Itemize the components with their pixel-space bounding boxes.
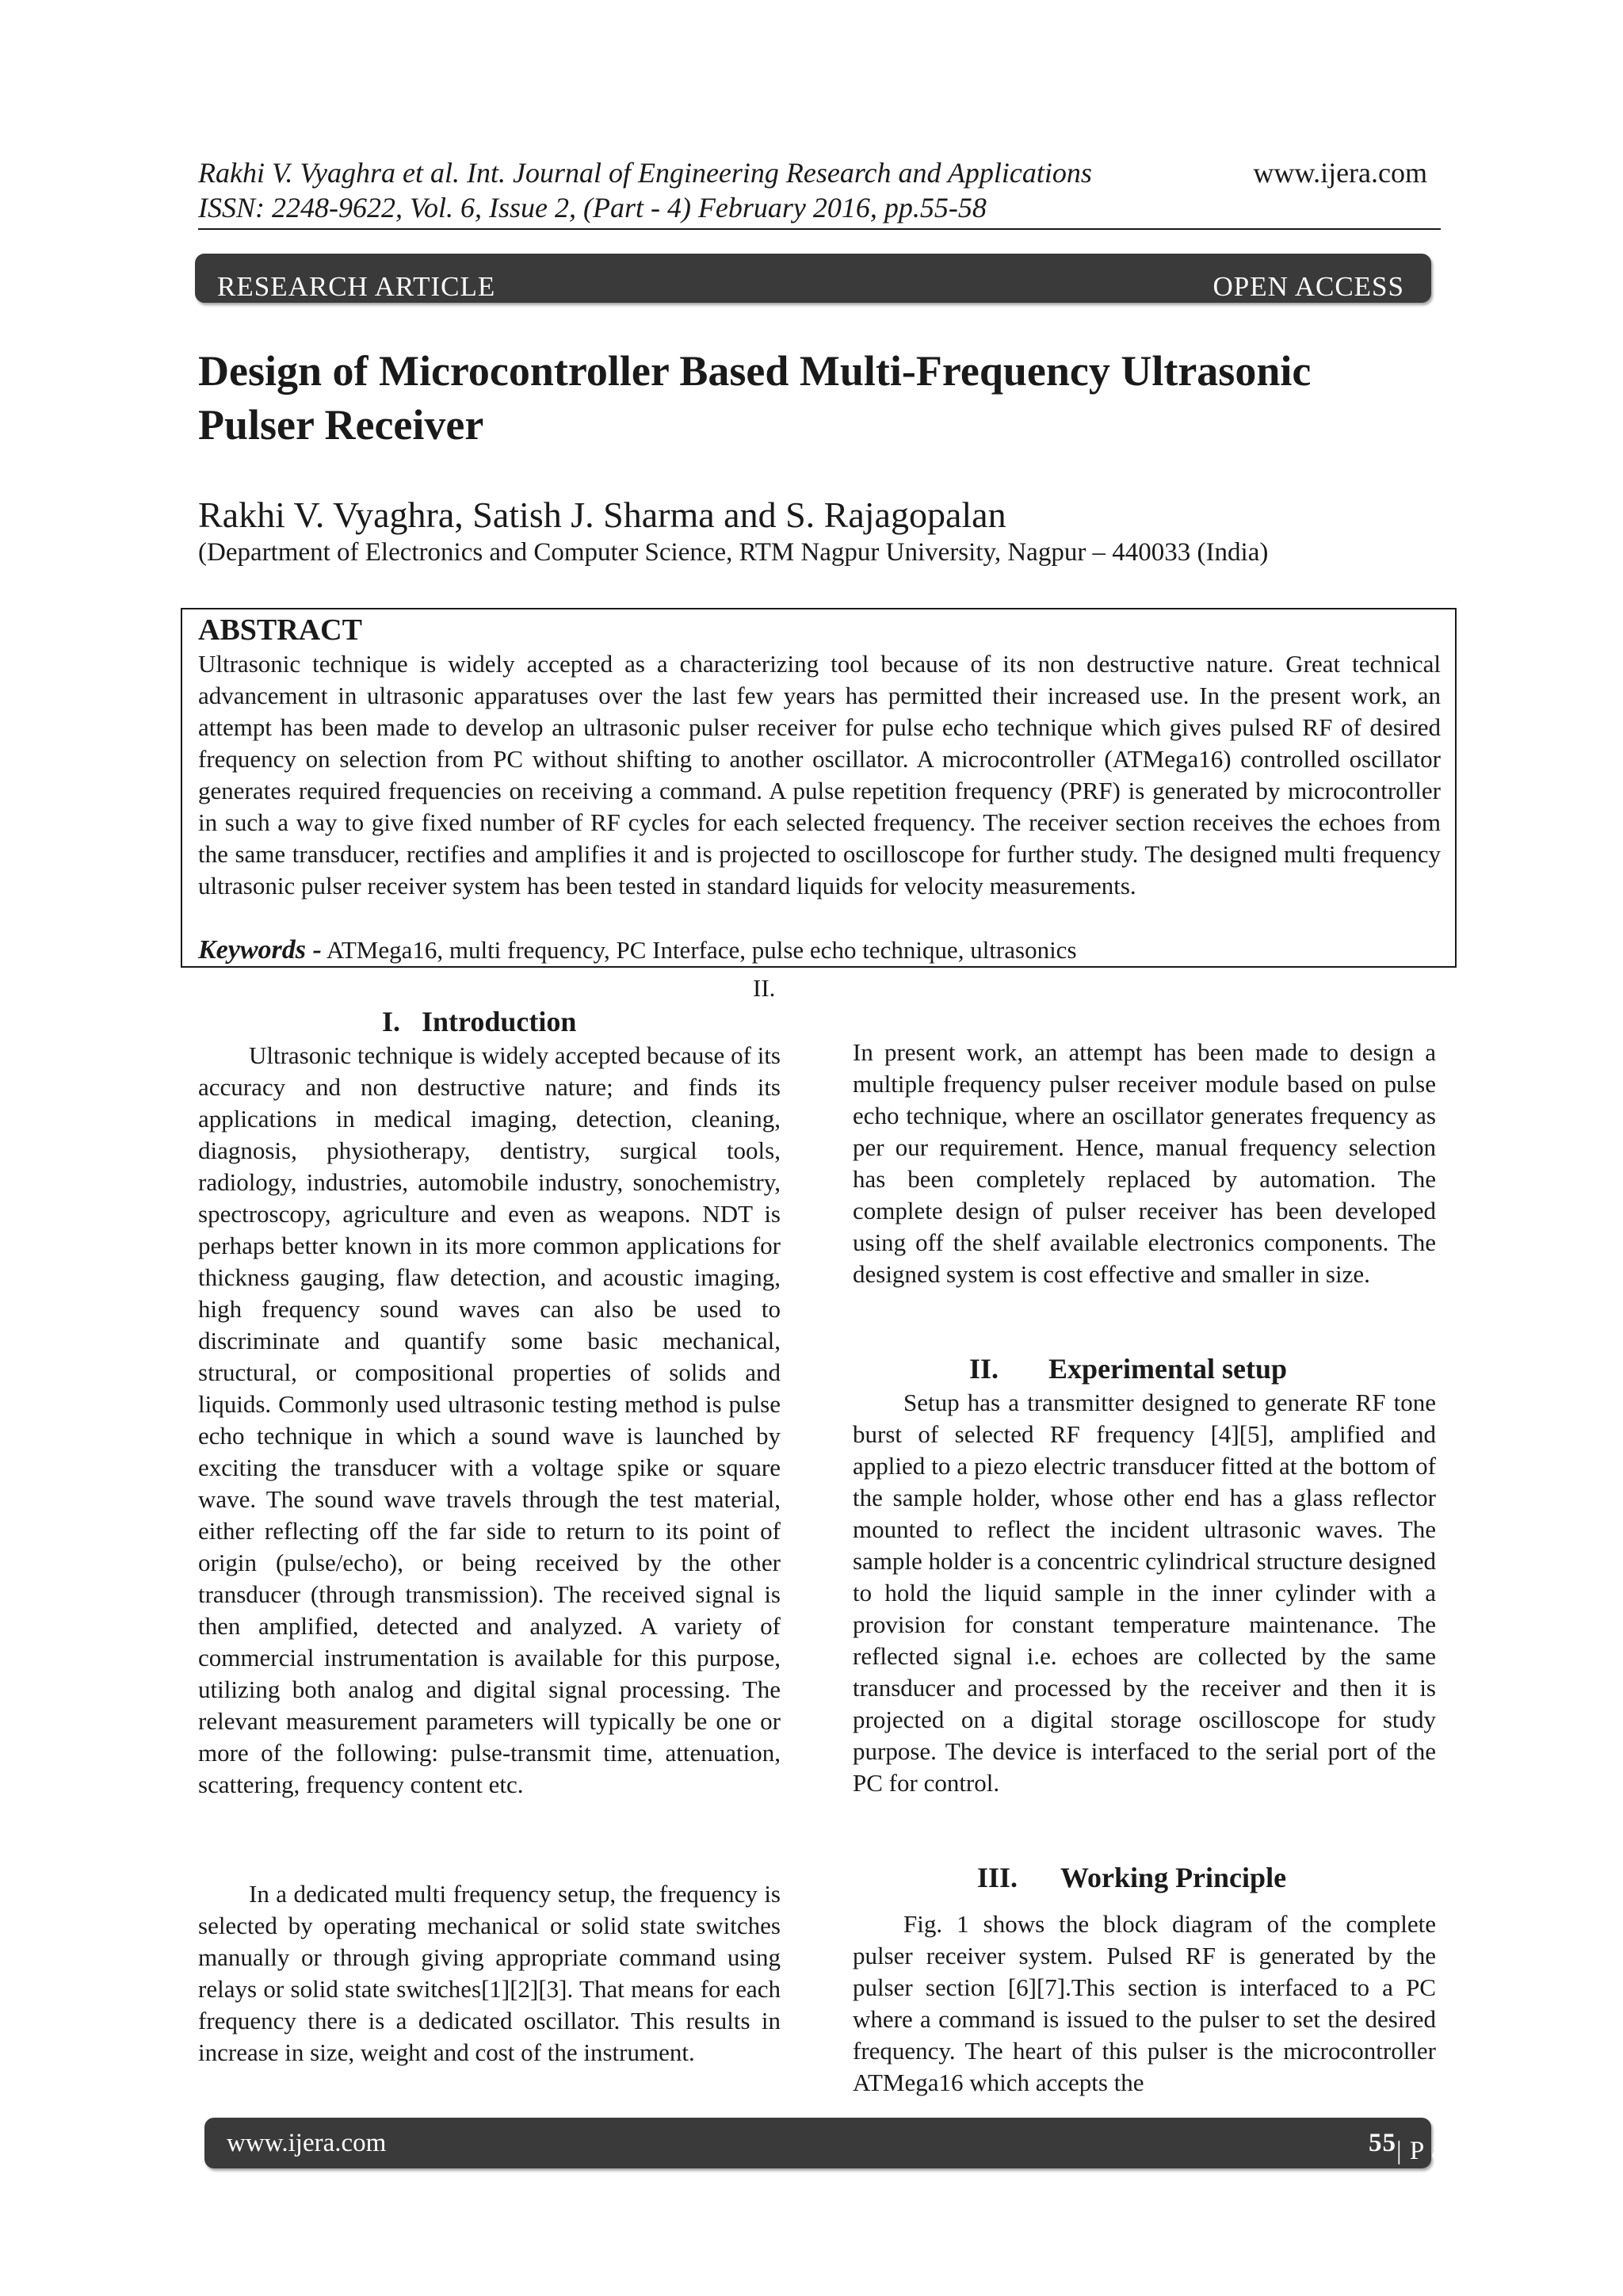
section-number: I. <box>382 1006 401 1037</box>
research-article-label: RESEARCH ARTICLE <box>217 271 496 302</box>
section-title: Experimental setup <box>1048 1353 1288 1385</box>
keywords-label: Keywords - <box>198 935 322 965</box>
page-number-label <box>1369 2126 1485 2165</box>
journal-citation-line: Rakhi V. Vyaghra et al. Int. Journal of Engineering Research and Applications <box>198 157 1092 189</box>
section-title: Working Principle <box>1060 1862 1287 1893</box>
page-footer <box>204 2118 1485 2168</box>
journal-website[interactable]: www.ijera.com <box>1253 157 1427 189</box>
intro-paragraph-2: In a dedicated multi frequency setup, the frequency is selected by operating mechanical or solid state switches manually or through giving appropriate command using relays or solid state switches[1][2][3]. That means for each frequency there is a dedicated oscillator. This results in increase in size, weight and cost of the instrument. <box>198 1880 781 2066</box>
section-number: II. <box>969 1353 999 1385</box>
header-rule <box>198 228 1441 230</box>
keywords-line <box>198 934 1077 966</box>
abstract-text: Ultrasonic technique is widely accepted as a characterizing tool because of its non destructive nature. Great technical advancement in ultrasonic apparatuses over the last few years has permitted their increased use. In the present work, an attempt has been made to develop an ultrasonic pulser receiver for pulse echo technique which gives pulsed RF of desired frequency on selection from PC without shifting to another oscillator. A microcontroller (ATMega16) controlled oscillator generates required frequencies on receiving a command. A pulse repetition frequency (PRF) is generated by microcontroller in such a way to give fixed number of RF cycles for each selected frequency. The receiver section receives the echoes from the same transducer, rectifies and amplifies it and is projected to oscilloscope for further study. The designed multi frequency ultrasonic pulser receiver system has been tested in standard liquids for velocity measurements. <box>198 650 1441 900</box>
footer-website[interactable]: www.ijera.com <box>227 2129 387 2157</box>
affiliation: (Department of Electronics and Computer Science, RTM Nagpur University, Nagpur – 440033 (India) <box>198 538 1269 567</box>
intro-paragraph-3: In present work, an attempt has been made to design a multiple frequency pulser receiver module based on pulse echo technique, where an oscillator generates frequency as per our requirement. Hence, manual frequency selection has been completely replaced by automation. The complete design of pulser receiver has been developed using off the shelf available electronics components. The designed system is cost effective and smaller in size. <box>853 1038 1436 1288</box>
abstract-heading: ABSTRACT <box>198 613 362 647</box>
intro-paragraph-1: Ultrasonic technique is widely accepted because of its accuracy and non destructive nature; and finds its applications in medical imaging, detection, cleaning, diagnosis, physiotherapy, dentistry, surgical tools, radiology, industries, automobile industry, sonochemistry, spectroscopy, agriculture and even as weapons. NDT is perhaps better known in its more common applications for thickness gauging, flaw detection, and acoustic imaging, high frequency sound waves can also be used to discriminate and quantify some basic mechanical, structural, or compositional properties of solids and liquids. Commonly used ultrasonic testing method is pulse echo technique in which a sound wave is launched by exciting the transducer with a voltage spike or square wave. The sound wave travels through the test material, either reflecting off the far side to return to its point of origin (pulse/echo), or being received by the other transducer (through transmission). The received signal is then amplified, detected and analyzed. A variety of commercial instrumentation is available for this purpose, utilizing both analog and digital signal processing. The relevant measurement parameters will typically be one or more of the following: pulse-transmit time, attenuation, scattering, frequency content etc. <box>198 1041 781 1798</box>
article-type-banner <box>195 254 1431 303</box>
issn-line: ISSN: 2248-9622, Vol. 6, Issue 2, (Part - 4) February 2016, pp.55-58 <box>198 192 987 223</box>
section-heading-working-principle <box>977 1860 1286 1895</box>
section-heading-introduction <box>382 1004 576 1039</box>
paper-title: Design of Microcontroller Based Multi-Frequency Ultrasonic Pulser Receiver <box>198 347 1312 449</box>
section-title: Introduction <box>422 1006 577 1037</box>
open-access-label: OPEN ACCESS <box>1212 271 1404 302</box>
section-number: III. <box>977 1862 1018 1893</box>
page-number: 55 <box>1369 2129 1396 2157</box>
setup-paragraph-1: Setup has a transmitter designed to generate RF tone burst of selected RF frequency [4][5], amplified and applied to a piezo electric transducer fitted at the bottom of the sample holder, whose other end has a glass reflector mounted to reflect the incident ultrasonic waves. The sample holder is a concentric cylindrical structure designed to hold the liquid sample in the inner cylinder with a provision for constant temperature maintenance. The reflected signal i.e. echoes are collected by the same transducer and processed by the receiver and then it is projected on a digital storage oscilloscope for study purpose. The device is interfaced to the serial port of the PC for control. <box>853 1389 1436 1797</box>
section-heading-experimental-setup <box>969 1351 1287 1386</box>
principle-paragraph-1: Fig. 1 shows the block diagram of the complete pulser receiver system. Pulsed RF is generated by the pulser section [6][7].This section is interfaced to a PC where a command is issued to the pulser to set the desired frequency. The heart of this pulser is the microcontroller ATMega16 which accepts the <box>853 1910 1436 2096</box>
page-suffix: | P a g e <box>1396 2137 1485 2165</box>
author-list: Rakhi V. Vyaghra, Satish J. Sharma and S. Rajagopalan <box>198 495 1006 535</box>
stray-section-marker: II. <box>753 974 776 1002</box>
keywords-list: ATMega16, multi frequency, PC Interface, pulse echo technique, ultrasonics <box>321 936 1077 964</box>
